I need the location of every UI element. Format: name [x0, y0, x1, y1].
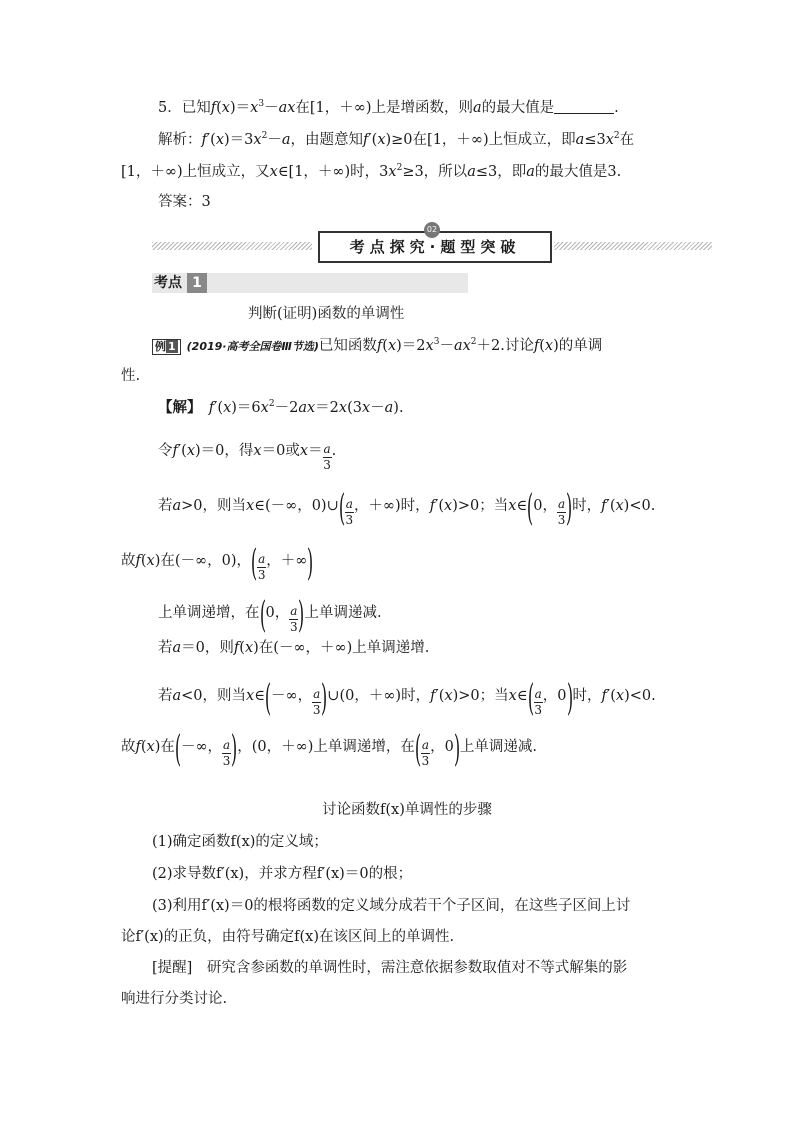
solution-line6: 若a＝0，则f(x)在(－∞，＋∞)上单调递增. [158, 640, 430, 656]
tip-line2: 响进行分类讨论. [121, 991, 228, 1007]
solution-line4: 故f(x)在(－∞，0)，( $\frac{a}{3}$ ，＋∞) [121, 543, 314, 584]
q5-jiexi-line1: 解析：$f'(x)=3x^2-a$，由题意知f′(x)≥0在[1，＋∞)上恒成立，即$a\le 3x^2$在 [158, 131, 635, 148]
banner-hatch-right [554, 242, 712, 250]
steps-title: 讨论函数f(x)单调性的步骤 [322, 802, 492, 818]
steps-item-1: (1)确定函数f(x)的定义域； [152, 834, 328, 850]
q5-line1: 5．已知$f(x)=x^3-ax$在[1，＋∞)上是增函数，则a的最大值是 . [158, 99, 619, 116]
tip-line1: [提醒] 研究含参函数的单调性时，需注意依据参数取值对不等式解集的影 [152, 960, 628, 976]
example-stem-line2: 性. [121, 368, 141, 384]
section-banner [152, 225, 712, 261]
solution-line5: 上单调递增，在(0， $\frac{a}{3}$ )上单调递减. [158, 595, 382, 636]
kaodian-bar [152, 273, 468, 293]
q5-jiexi-line2: [1，＋∞)上恒成立，又x∈[1，＋∞)时，$3x^2\ge 3$，所以a≤3，即a的最大值是3. [121, 163, 622, 180]
solution-line1: 【解】 $f'(x)=6x^2-2ax=2x(3x-a)$. [158, 399, 404, 416]
example-tag: 例 1 [152, 339, 181, 355]
solution-line7: 若a<0，则当x∈(－∞， $\frac{a}{3}$ )∪(0，＋∞)时，f′(x)>0；当x∈( $\frac{a}{3}$ ，0)时，f′(x)<0. [158, 678, 656, 719]
banner-hatch-left [152, 242, 312, 250]
kaodian-label: 考点 [154, 275, 182, 291]
example-source: (2019·高考全国卷Ⅲ节选) [186, 340, 319, 353]
solution-line8: 故f(x)在(－∞， $\frac{a}{3}$ )，(0，＋∞)上单调递增，在( $\frac{a}{3}$ ，0)上单调递减. [121, 729, 537, 770]
example-stem-line1: 例 1 (2019·高考全国卷Ⅲ节选)已知函数$f(x)=2x^3-ax^2+2$.讨论f(x)的单调 [152, 336, 602, 357]
q5-answer: 答案：3 [158, 194, 211, 210]
steps-item-2: (2)求导数f′(x)，并求方程f′(x)＝0的根； [152, 866, 413, 882]
solution-line3: 若a>0，则当x∈(－∞，0)∪( $\frac{a}{3}$ ，＋∞)时，f′(x)>0；当x∈(0， $\frac{a}{3}$ )时，f′(x)<0. [158, 488, 656, 529]
kaodian-title: 判断(证明)函数的单调性 [248, 306, 405, 322]
banner-title: 考点探究·题型突破 [318, 231, 552, 263]
steps-item-3b: 论f′(x)的正负，由符号确定f(x)在该区间上的单调性. [121, 929, 455, 945]
steps-item-3a: (3)利用f′(x)＝0的根将函数的定义域分成若干个子区间，在这些子区间上讨 [152, 898, 631, 914]
solution-line2: 令f′(x)＝0，得x＝0或x＝ $\frac{a}{3}$ . [158, 442, 337, 472]
banner-badge: 02 [424, 222, 440, 238]
kaodian-number: 1 [187, 273, 207, 293]
